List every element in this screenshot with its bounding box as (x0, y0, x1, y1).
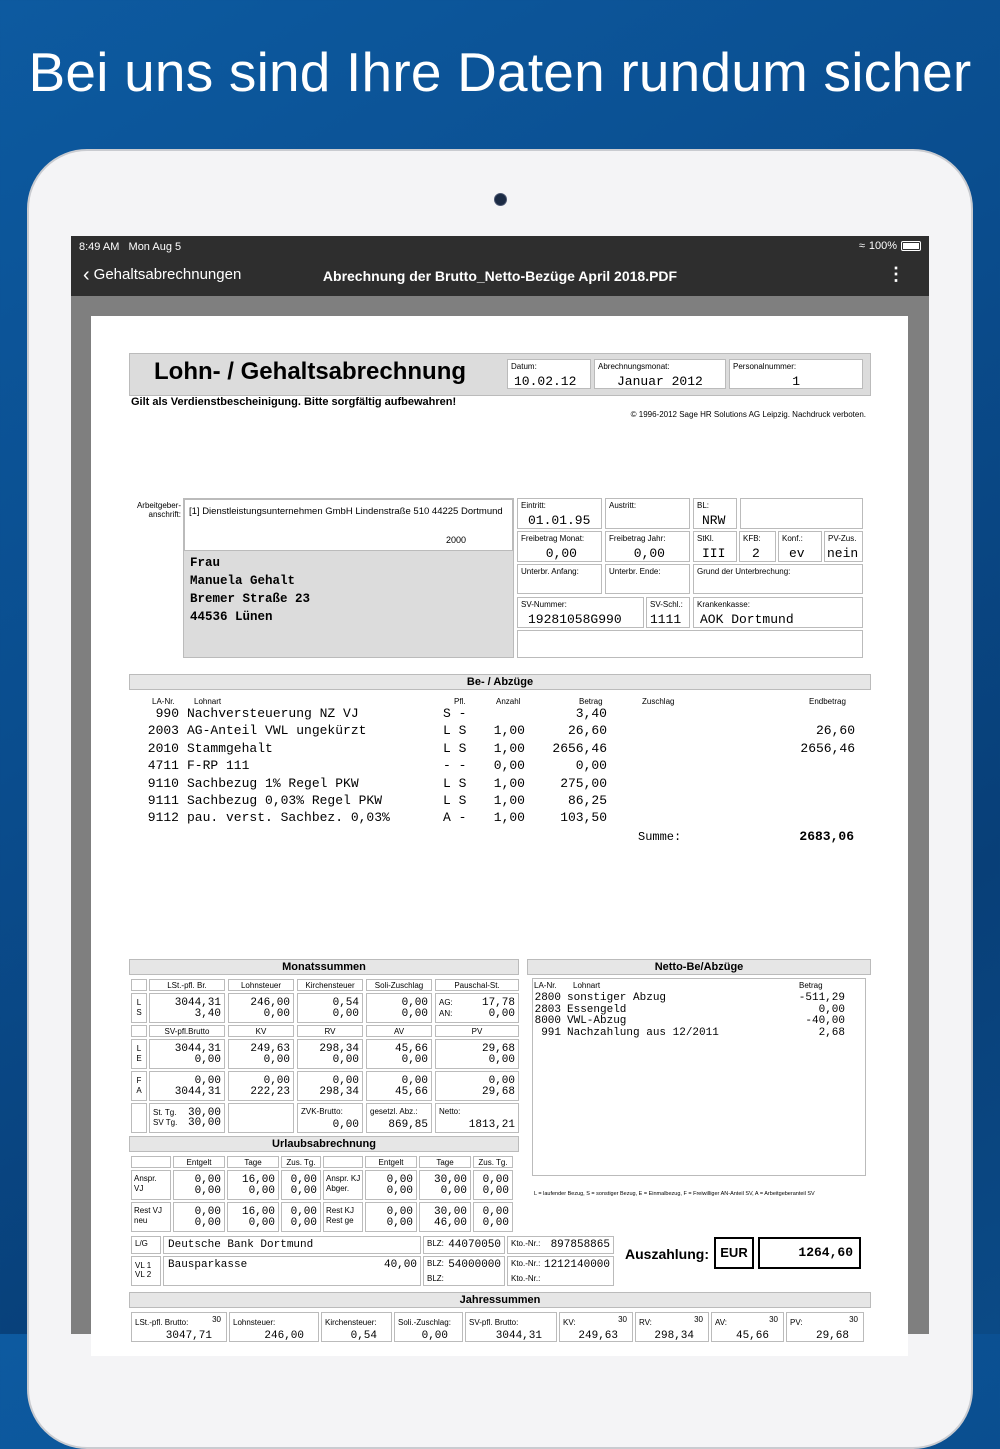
pv-zus-field: PV-Zus. nein (824, 531, 863, 562)
value-line-2: 0,00 (263, 1008, 290, 1020)
vl-kto-field: Kto.-Nr.: 1212140000 Kto.-Nr.: (507, 1256, 614, 1286)
monat-label: Abrechnungsmonat: (598, 362, 670, 371)
value-cell (227, 1202, 279, 1232)
status-time: 8:49 AM Mon Aug 5 (79, 241, 182, 253)
row-anzahl: 1,00 (493, 793, 525, 808)
zvk-label: ZVK-Brutto: (301, 1107, 343, 1116)
value-cell (173, 1202, 225, 1232)
lg-blz-field: BLZ: 44070050 (423, 1236, 505, 1254)
unterbr-anfang-field: Unterbr. Anfang: (517, 564, 602, 594)
value-line-2: 0,00 (290, 1185, 317, 1197)
value-line-1: 3044,31 (174, 1043, 221, 1055)
row-betrag: 103,50 (560, 810, 607, 826)
jahres-label: AV: (715, 1318, 728, 1327)
netto-col-nr: LA-Nr. (534, 981, 557, 990)
value-line-2: 0,00 (290, 1217, 317, 1229)
value-line-2: 0,00 (194, 1217, 221, 1229)
netto-row-lohnart: Essengeld (567, 1003, 627, 1016)
row-la-nr: 9110 (147, 775, 179, 791)
value-line-1: 16,00 (241, 1206, 275, 1218)
value-cell (228, 1039, 294, 1069)
col-header: Soli-Zuschlag (366, 979, 432, 991)
row-endbetrag: 2656,46 (800, 740, 855, 756)
blank-field (740, 498, 863, 529)
address-line: Frau (190, 556, 221, 570)
value-line-2: 3,40 (194, 1008, 221, 1020)
an-value: 0,00 (488, 1008, 515, 1020)
monat-value: Januar 2012 (617, 374, 703, 389)
summe-value: 2683,06 (799, 829, 854, 844)
jahres-label: Lohnsteuer: (233, 1318, 276, 1327)
tage-cell (149, 1103, 225, 1133)
row-pfl: S - (443, 706, 467, 721)
pnr-label: Personalnummer: (733, 362, 797, 371)
address-block (190, 554, 310, 626)
row-tag: Anspr. VJ (131, 1170, 171, 1200)
value-line-2: 0,00 (263, 1054, 290, 1066)
abz-value: 869,85 (388, 1119, 428, 1131)
netto-row-betrag: -40,00 (805, 1015, 845, 1028)
address-line: Manuela Gehalt (190, 574, 296, 588)
col-header: SV-pfl.Brutto (149, 1025, 225, 1037)
jahressumme-cell (711, 1312, 784, 1342)
beabzuege-header: Be- / Abzüge (129, 674, 871, 690)
row-pfl: L S (443, 793, 467, 808)
value-line-1: 0,00 (263, 1075, 290, 1087)
value-line-1: 0,00 (386, 1174, 413, 1186)
monatssummen-header: Monatssummen (129, 959, 519, 975)
jahres-count: 30 (769, 1315, 778, 1324)
jahres-count: 30 (849, 1315, 858, 1324)
value-line-2: 0,00 (386, 1217, 413, 1229)
value-line-1: 0,00 (401, 997, 428, 1009)
jahres-count: 30 (618, 1315, 627, 1324)
document-title: Abrechnung der Brutto_Netto-Bezüge April 2018.PDF (322, 268, 678, 284)
value-line-1: 30,00 (433, 1206, 467, 1218)
row-pfl: L S (443, 740, 467, 756)
value-cell (228, 993, 294, 1023)
blank-cell (131, 1025, 147, 1037)
value-cell (419, 1202, 471, 1232)
row-lohnart: Sachbezug 0,03% Regel PKW (187, 793, 383, 808)
zvk-cell (297, 1103, 363, 1133)
col-header: Zus. Tg. (473, 1156, 513, 1168)
col-header: AV (366, 1025, 432, 1037)
datum-field (507, 359, 591, 389)
jahressumme-cell (559, 1312, 633, 1342)
jahres-value: 246,00 (264, 1330, 304, 1342)
row-tag: Anspr. KJ Abger. (323, 1170, 363, 1200)
status-bar (71, 236, 929, 258)
value-line-1: 29,68 (481, 1043, 515, 1055)
jahres-value: 45,66 (735, 1330, 769, 1342)
kfb-field: KFB: 2 (739, 531, 776, 562)
doc-subtitle: Gilt als Verdienstbescheinigung. Bitte sorgfältig aufbewahren! (131, 396, 457, 408)
col-header: Entgelt (173, 1156, 225, 1168)
krankenkasse-field: Krankenkasse: AOK Dortmund (693, 597, 863, 628)
value-line-2: 0,00 (194, 1185, 221, 1197)
value-line-2: 0,00 (332, 1008, 359, 1020)
unterbr-ende-field: Unterbr. Ende: (605, 564, 690, 594)
col-header: Lohnsteuer (228, 979, 294, 991)
back-label: Gehaltsabrechnungen (93, 266, 242, 283)
row-lohnart: pau. verst. Sachbez. 0,03% (187, 810, 390, 826)
value-line-1: 0,00 (290, 1206, 317, 1218)
value-line-1: 0,00 (386, 1206, 413, 1218)
zvk-value: 0,00 (332, 1119, 359, 1131)
jahressumme-cell (635, 1312, 709, 1342)
col-header: Entgelt (365, 1156, 417, 1168)
netto-row-nr: 8000 (534, 1015, 561, 1028)
netto-abzuege-header: Netto-Be/Abzüge (527, 959, 871, 975)
value-line-2: 45,66 (394, 1086, 428, 1098)
netto-row-lohnart: VWL-Abzug (567, 1015, 627, 1028)
jahres-value: 3047,71 (165, 1330, 212, 1342)
value-cell (297, 1071, 363, 1101)
value-line-1: 246,00 (250, 997, 290, 1009)
konf-field: Konf.: ev (778, 531, 822, 562)
jahres-label: SV-pfl. Brutto: (469, 1318, 519, 1327)
jahressumme-cell (229, 1312, 319, 1342)
camera (494, 193, 507, 206)
col-header: Kirchensteuer (297, 979, 363, 991)
col-la-nr: LA-Nr. (152, 697, 175, 706)
value-line-1: 0,00 (488, 1075, 515, 1087)
jahressumme-cell (394, 1312, 463, 1342)
stkl-field: StKl. III (693, 531, 737, 562)
jahres-count: 30 (212, 1315, 221, 1324)
vl-tag: VL 1 VL 2 (131, 1256, 161, 1286)
screen (71, 236, 929, 1342)
col-header: Tage (419, 1156, 471, 1168)
row-anzahl: 1,00 (493, 723, 525, 739)
row-tag: L S (131, 993, 147, 1023)
value-line-2: 46,00 (433, 1217, 467, 1229)
jahres-label: Soli.-Zuschlag: (398, 1318, 451, 1327)
value-line-2: 3044,31 (174, 1086, 221, 1098)
row-lohnart: F-RP 111 (187, 758, 250, 774)
jahres-value: 3044,31 (495, 1330, 542, 1342)
datum-label: Datum: (511, 362, 537, 371)
value-cell (149, 993, 225, 1023)
netto-col-lohnart: Lohnart (573, 981, 601, 990)
lg-tag: L/G (131, 1236, 161, 1254)
vl-bank-field: Bausparkasse 40,00 (163, 1256, 421, 1286)
col-header: RV (297, 1025, 363, 1037)
pfl-legend: L = laufender Bezug, S = sonstiger Bezug, E = Einmalbezug, F = Freiwilliger AN-Anteil SV, A = Arbeitgeberanteil SV (534, 1191, 815, 1197)
grund-unterbrechung-field: Grund der Unterbrechung: (693, 564, 863, 594)
auszahlung-label: Auszahlung: (625, 1246, 709, 1262)
value-line-1: 0,00 (194, 1206, 221, 1218)
jahressumme-cell (465, 1312, 557, 1342)
jahressumme-cell (786, 1312, 864, 1342)
value-line-2: 0,00 (194, 1054, 221, 1066)
value-line-1: 0,00 (482, 1174, 509, 1186)
doc-title: Lohn- / Gehaltsabrechnung (154, 358, 467, 385)
value-cell (366, 993, 432, 1023)
value-cell (365, 1202, 417, 1232)
value-cell (149, 1039, 225, 1069)
wifi-icon: ≈ (858, 240, 865, 252)
employer-text: [1] Dienstleistungsunternehmen GmbH Lindenstraße 510 44225 Dortmund (189, 506, 503, 517)
jahres-count: 30 (694, 1315, 703, 1324)
value-line-2: 0,00 (482, 1185, 509, 1197)
value-line-2: 0,00 (401, 1054, 428, 1066)
monat-field (594, 359, 726, 389)
netto-label: Netto: (439, 1107, 461, 1116)
value-line-1: 30,00 (433, 1174, 467, 1186)
ag-value: 17,78 (481, 997, 515, 1009)
jahres-label: LSt.-pfl. Brutto: (135, 1318, 189, 1327)
col-header: Zus. Tg. (281, 1156, 321, 1168)
col-lohnart: Lohnart (194, 697, 222, 706)
jahres-label: PV: (790, 1318, 803, 1327)
value-line-1: 0,54 (332, 997, 359, 1009)
freibetrag-monat-field: Freibetrag Monat: 0,00 (517, 531, 602, 562)
netto-row-nr: 2803 (534, 1003, 561, 1016)
col-header: Pauschal-St. (435, 979, 519, 991)
jahressumme-cell (131, 1312, 227, 1342)
lg-kto-field: Kto.-Nr.: 897858865 (507, 1236, 614, 1254)
row-anzahl: 1,00 (493, 740, 525, 756)
abz-label: gesetzl. Abz.: (370, 1107, 418, 1116)
address-line: 44536 Lünen (190, 610, 273, 624)
row-tag: Rest VJ neu (131, 1202, 171, 1232)
pnr-value: 1 (792, 374, 800, 389)
value-line-1: 45,66 (394, 1043, 428, 1055)
value-line-1: 16,00 (241, 1174, 275, 1186)
row-lohnart: Sachbezug 1% Regel PKW (187, 775, 359, 791)
value-line-1: 0,00 (482, 1206, 509, 1218)
netto-value: 1813,21 (468, 1119, 515, 1131)
value-line-2: 222,23 (250, 1086, 290, 1098)
blank-cell (131, 979, 147, 991)
value-cell (366, 1039, 432, 1069)
netto-row-nr: 2800 (534, 992, 561, 1004)
col-header: Tage (227, 1156, 279, 1168)
value-line-1: 298,34 (319, 1043, 359, 1055)
netto-row-lohnart: Nachzahlung aus 12/2011 (567, 1026, 719, 1039)
col-anzahl: Anzahl (496, 697, 521, 706)
value-cell (149, 1071, 225, 1101)
value-line-2: 0,00 (440, 1185, 467, 1197)
row-lohnart: Stammgehalt (187, 740, 273, 756)
blank-cell (228, 1103, 294, 1133)
netto-row-betrag: -511,29 (798, 992, 845, 1004)
blank-cell (131, 1156, 171, 1168)
value-cell (297, 1039, 363, 1069)
summe-label: Summe: (638, 830, 682, 844)
austritt-field: Austritt: (605, 498, 690, 529)
more-vertical-icon[interactable]: ⋮ (887, 264, 905, 284)
row-anzahl: 1,00 (493, 775, 525, 791)
row-betrag: 86,25 (567, 793, 607, 808)
svtg-label: SV Tg. (153, 1118, 178, 1127)
jahres-value: 0,54 (350, 1330, 377, 1342)
eintritt-field: Eintritt: 01.01.95 (517, 498, 602, 529)
urlaub-header: Urlaubsabrechnung (129, 1136, 519, 1152)
col-header: KV (228, 1025, 294, 1037)
an-label: AN: (439, 1009, 453, 1018)
row-betrag: 2656,46 (552, 740, 607, 756)
pauschal-cell (435, 993, 519, 1023)
row-tag: Rest KJ Rest ge (323, 1202, 363, 1232)
col-pfl: Pfl. (454, 697, 466, 706)
value-line-1: 0,00 (332, 1075, 359, 1087)
row-lohnart: AG-Anteil VWL ungekürzt (187, 723, 367, 739)
row-lohnart: Nachversteuerung NZ VJ (187, 706, 359, 721)
datum-value: 10.02.12 (514, 374, 577, 389)
row-pfl: L S (443, 775, 467, 791)
bl-field: BL: NRW (693, 498, 737, 529)
ag-label: AG: (439, 998, 453, 1007)
row-anzahl: 0,00 (493, 758, 525, 774)
row-pfl: - - (443, 758, 467, 774)
jahres-value: 298,34 (654, 1330, 694, 1342)
jahressummen-header: Jahressummen (129, 1292, 871, 1308)
col-endbetrag: Endbetrag (809, 697, 846, 706)
navigation-bar (71, 258, 929, 296)
value-line-2: 0,00 (386, 1185, 413, 1197)
battery-label: 100% (868, 240, 897, 252)
value-line-2: 0,00 (488, 1054, 515, 1066)
jahres-label: Kirchensteuer: (325, 1318, 377, 1327)
currency-box: EUR (714, 1237, 754, 1269)
employer-code: 2000 (446, 535, 467, 545)
blank-cell (323, 1156, 363, 1168)
row-tag: F A (131, 1071, 147, 1101)
netto-row-nr: 991 (541, 1026, 561, 1039)
row-la-nr: 990 (155, 706, 179, 721)
pdf-page (91, 316, 908, 1356)
blank-cell (131, 1103, 147, 1133)
jahres-value: 0,00 (421, 1330, 448, 1342)
value-line-1: 3044,31 (174, 997, 221, 1009)
value-cell (281, 1202, 321, 1232)
row-la-nr: 2003 (147, 723, 179, 739)
value-cell (419, 1170, 471, 1200)
value-line-2: 0,00 (332, 1054, 359, 1066)
row-betrag: 3,40 (575, 706, 607, 721)
row-endbetrag: 26,60 (815, 723, 855, 739)
copyright: © 1996-2012 Sage HR Solutions AG Leipzig. Nachdruck verboten. (630, 410, 866, 419)
value-line-1: 0,00 (290, 1174, 317, 1186)
value-line-1: 0,00 (194, 1174, 221, 1186)
value-cell (281, 1170, 321, 1200)
sv-schl-field: SV-Schl.: 1111 (646, 597, 690, 628)
blank-row (517, 630, 863, 658)
row-betrag: 26,60 (567, 723, 607, 739)
value-line-2: 298,34 (319, 1086, 359, 1098)
vl-blz-field: BLZ: 54000000 BLZ: (423, 1256, 505, 1286)
value-cell (473, 1170, 513, 1200)
address-line: Bremer Straße 23 (190, 592, 311, 606)
value-cell (228, 1071, 294, 1101)
headline: Bei uns sind Ihre Daten rundum sicher (28, 41, 972, 103)
value-line-1: 0,00 (194, 1075, 221, 1087)
value-line-2: 29,68 (481, 1086, 515, 1098)
value-cell (435, 1071, 519, 1101)
value-cell (227, 1170, 279, 1200)
value-line-2: 0,00 (248, 1185, 275, 1197)
row-la-nr: 9112 (147, 810, 179, 826)
col-zuschlag: Zuschlag (642, 697, 675, 706)
sttg-value: 30,00 (187, 1107, 221, 1119)
col-header: LSt.-pfl. Br. (149, 979, 225, 991)
value-line-1: 0,00 (401, 1075, 428, 1087)
abz-cell (366, 1103, 432, 1133)
sttg-label: St. Tg. (153, 1108, 177, 1117)
row-la-nr: 9111 (147, 793, 179, 808)
jahres-value: 249,63 (578, 1330, 618, 1342)
jahressumme-cell (321, 1312, 392, 1342)
row-la-nr: 4711 (147, 758, 179, 774)
row-anzahl: 1,00 (493, 810, 525, 826)
employer-label: Arbeitgeber-anschrift: (136, 501, 181, 519)
value-cell (473, 1202, 513, 1232)
row-pfl: A - (443, 810, 467, 826)
value-line-1: 249,63 (250, 1043, 290, 1055)
value-cell (365, 1170, 417, 1200)
chevron-left-icon: ‹ (83, 263, 90, 286)
netto-col-betrag: Betrag (799, 981, 823, 990)
col-betrag: Betrag (579, 697, 603, 706)
col-header: PV (435, 1025, 519, 1037)
jahres-label: RV: (639, 1318, 652, 1327)
row-tag: L E (131, 1039, 147, 1069)
jahres-value: 29,68 (815, 1330, 849, 1342)
lg-bank-field: Deutsche Bank Dortmund (163, 1236, 421, 1254)
svtg-value: 30,00 (187, 1117, 221, 1129)
row-betrag: 0,00 (575, 758, 607, 774)
value-cell (366, 1071, 432, 1101)
netto-row-betrag: 2,68 (818, 1026, 845, 1039)
auszahlung-amount: 1264,60 (758, 1237, 861, 1269)
row-la-nr: 2010 (147, 740, 179, 756)
netto-row-lohnart: sonstiger Abzug (567, 992, 667, 1004)
netto-row-betrag: 0,00 (818, 1003, 845, 1016)
row-pfl: L S (443, 723, 467, 739)
value-cell (173, 1170, 225, 1200)
personalnummer-field (729, 359, 863, 389)
value-line-2: 0,00 (482, 1217, 509, 1229)
value-line-2: 0,00 (248, 1217, 275, 1229)
value-cell (435, 1039, 519, 1069)
freibetrag-jahr-field: Freibetrag Jahr: 0,00 (605, 531, 690, 562)
battery-icon (901, 241, 921, 251)
value-line-2: 0,00 (401, 1008, 428, 1020)
netto-cell (435, 1103, 519, 1133)
jahres-label: KV: (563, 1318, 576, 1327)
sv-nummer-field: SV-Nummer: 19281058G990 (517, 597, 644, 628)
value-cell (297, 993, 363, 1023)
row-betrag: 275,00 (560, 775, 607, 791)
